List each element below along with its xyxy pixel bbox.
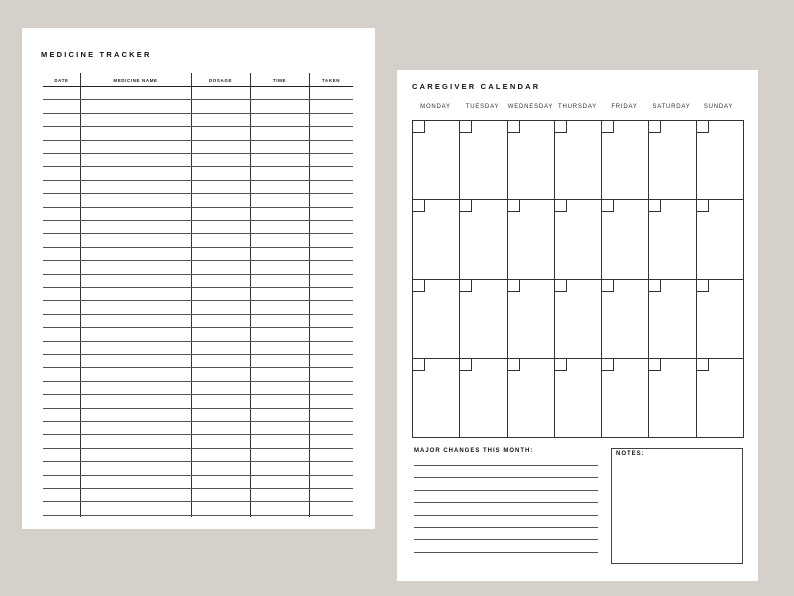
calendar-day-cell xyxy=(601,199,649,279)
table-row-line xyxy=(43,408,353,409)
table-row-line xyxy=(43,287,353,288)
calendar-day-cell xyxy=(696,120,744,200)
day-label-wednesday: WEDNESDAY xyxy=(507,104,554,110)
table-row-line xyxy=(43,367,353,368)
table-row-line xyxy=(43,434,353,435)
date-number-box xyxy=(413,121,425,133)
calendar-grid xyxy=(412,120,743,437)
calendar-day-cell xyxy=(648,358,696,438)
table-row-line xyxy=(43,166,353,167)
date-number-box xyxy=(602,121,614,133)
table-row-line xyxy=(43,113,353,114)
table-row-line xyxy=(43,140,353,141)
calendar-day-cell xyxy=(648,120,696,200)
table-row-line xyxy=(43,247,353,248)
date-number-box xyxy=(508,121,520,133)
date-number-box xyxy=(649,280,661,292)
day-label-monday: MONDAY xyxy=(420,104,451,110)
date-number-box xyxy=(602,359,614,371)
writing-line xyxy=(414,527,598,528)
table-row-line xyxy=(43,86,353,87)
calendar-day-cell xyxy=(459,120,507,200)
notes-box xyxy=(611,448,743,564)
date-number-box xyxy=(602,200,614,212)
calendar-day-cell xyxy=(601,358,649,438)
day-label-friday: FRIDAY xyxy=(611,104,638,110)
date-number-box xyxy=(555,200,567,212)
medicine-tracker-sheet xyxy=(22,28,375,529)
column-header-medicine-name: MEDICINE NAME xyxy=(113,78,158,83)
date-number-box xyxy=(697,121,709,133)
table-row-line xyxy=(43,381,353,382)
day-label-tuesday: TUESDAY xyxy=(465,104,500,110)
table-row-line xyxy=(43,314,353,315)
date-number-box xyxy=(555,121,567,133)
date-number-box xyxy=(413,359,425,371)
table-row-line xyxy=(43,461,353,462)
calendar-day-cell xyxy=(554,120,602,200)
date-number-box xyxy=(508,280,520,292)
calendar-day-cell xyxy=(696,199,744,279)
column-header-date: DATE xyxy=(54,78,69,83)
calendar-day-cell xyxy=(412,199,460,279)
date-number-box xyxy=(460,121,472,133)
calendar-day-cell xyxy=(459,358,507,438)
date-number-box xyxy=(460,359,472,371)
date-number-box xyxy=(555,280,567,292)
table-row-line xyxy=(43,488,353,489)
writing-line xyxy=(414,502,598,503)
calendar-day-cell xyxy=(507,279,555,359)
day-label-thursday: THURSDAY xyxy=(558,104,597,110)
table-row-line xyxy=(43,233,353,234)
table-row-line xyxy=(43,475,353,476)
calendar-day-cell xyxy=(507,199,555,279)
column-header-time: TIME xyxy=(272,78,287,83)
table-row-line xyxy=(43,327,353,328)
medicine-tracker-title: MEDICINE TRACKER xyxy=(41,50,152,59)
table-row-line xyxy=(43,207,353,208)
calendar-day-cell xyxy=(696,358,744,438)
calendar-day-cell xyxy=(648,199,696,279)
calendar-day-cell xyxy=(507,120,555,200)
table-row-line xyxy=(43,354,353,355)
table-row-line xyxy=(43,126,353,127)
date-number-box xyxy=(413,280,425,292)
date-number-box xyxy=(649,359,661,371)
column-header-taken: TAKEN xyxy=(321,78,341,83)
date-number-box xyxy=(508,200,520,212)
date-number-box xyxy=(460,200,472,212)
table-row-line xyxy=(43,99,353,100)
writing-line xyxy=(414,465,598,466)
writing-line xyxy=(414,477,598,478)
writing-line xyxy=(414,515,598,516)
date-number-box xyxy=(649,200,661,212)
calendar-day-cell xyxy=(412,279,460,359)
table-row-line xyxy=(43,193,353,194)
calendar-day-cell xyxy=(554,199,602,279)
date-number-box xyxy=(460,280,472,292)
date-number-box xyxy=(602,280,614,292)
notes-label: NOTES: xyxy=(616,451,645,457)
calendar-day-cell xyxy=(459,279,507,359)
date-number-box xyxy=(649,121,661,133)
day-label-sunday: SUNDAY xyxy=(703,104,734,110)
table-row-line xyxy=(43,260,353,261)
table-row-line xyxy=(43,341,353,342)
day-label-saturday: SATURDAY xyxy=(652,104,691,110)
medicine-tracker-table xyxy=(43,73,353,517)
table-row-line xyxy=(43,300,353,301)
calendar-day-cell xyxy=(554,279,602,359)
table-row-line xyxy=(43,394,353,395)
table-row-line xyxy=(43,515,353,516)
writing-line xyxy=(414,552,598,553)
calendar-day-cell xyxy=(601,120,649,200)
date-number-box xyxy=(413,200,425,212)
date-number-box xyxy=(697,359,709,371)
calendar-day-cell xyxy=(648,279,696,359)
caregiver-calendar-sheet xyxy=(397,70,758,581)
caregiver-calendar-title: CAREGIVER CALENDAR xyxy=(412,82,541,91)
calendar-day-cell xyxy=(601,279,649,359)
calendar-day-cell xyxy=(696,279,744,359)
date-number-box xyxy=(508,359,520,371)
date-number-box xyxy=(555,359,567,371)
table-row-line xyxy=(43,153,353,154)
table-row-line xyxy=(43,501,353,502)
table-row-line xyxy=(43,220,353,221)
table-row-line xyxy=(43,274,353,275)
table-row-line xyxy=(43,180,353,181)
date-number-box xyxy=(697,280,709,292)
calendar-day-cell xyxy=(554,358,602,438)
table-row-line xyxy=(43,448,353,449)
calendar-day-cell xyxy=(459,199,507,279)
calendar-day-cell xyxy=(412,358,460,438)
major-changes-label: MAJOR CHANGES THIS MONTH: xyxy=(414,448,534,454)
calendar-day-cell xyxy=(412,120,460,200)
calendar-day-cell xyxy=(507,358,555,438)
writing-line xyxy=(414,539,598,540)
writing-line xyxy=(414,490,598,491)
date-number-box xyxy=(697,200,709,212)
column-header-dosage: DOSAGE xyxy=(208,78,233,83)
table-row-line xyxy=(43,421,353,422)
